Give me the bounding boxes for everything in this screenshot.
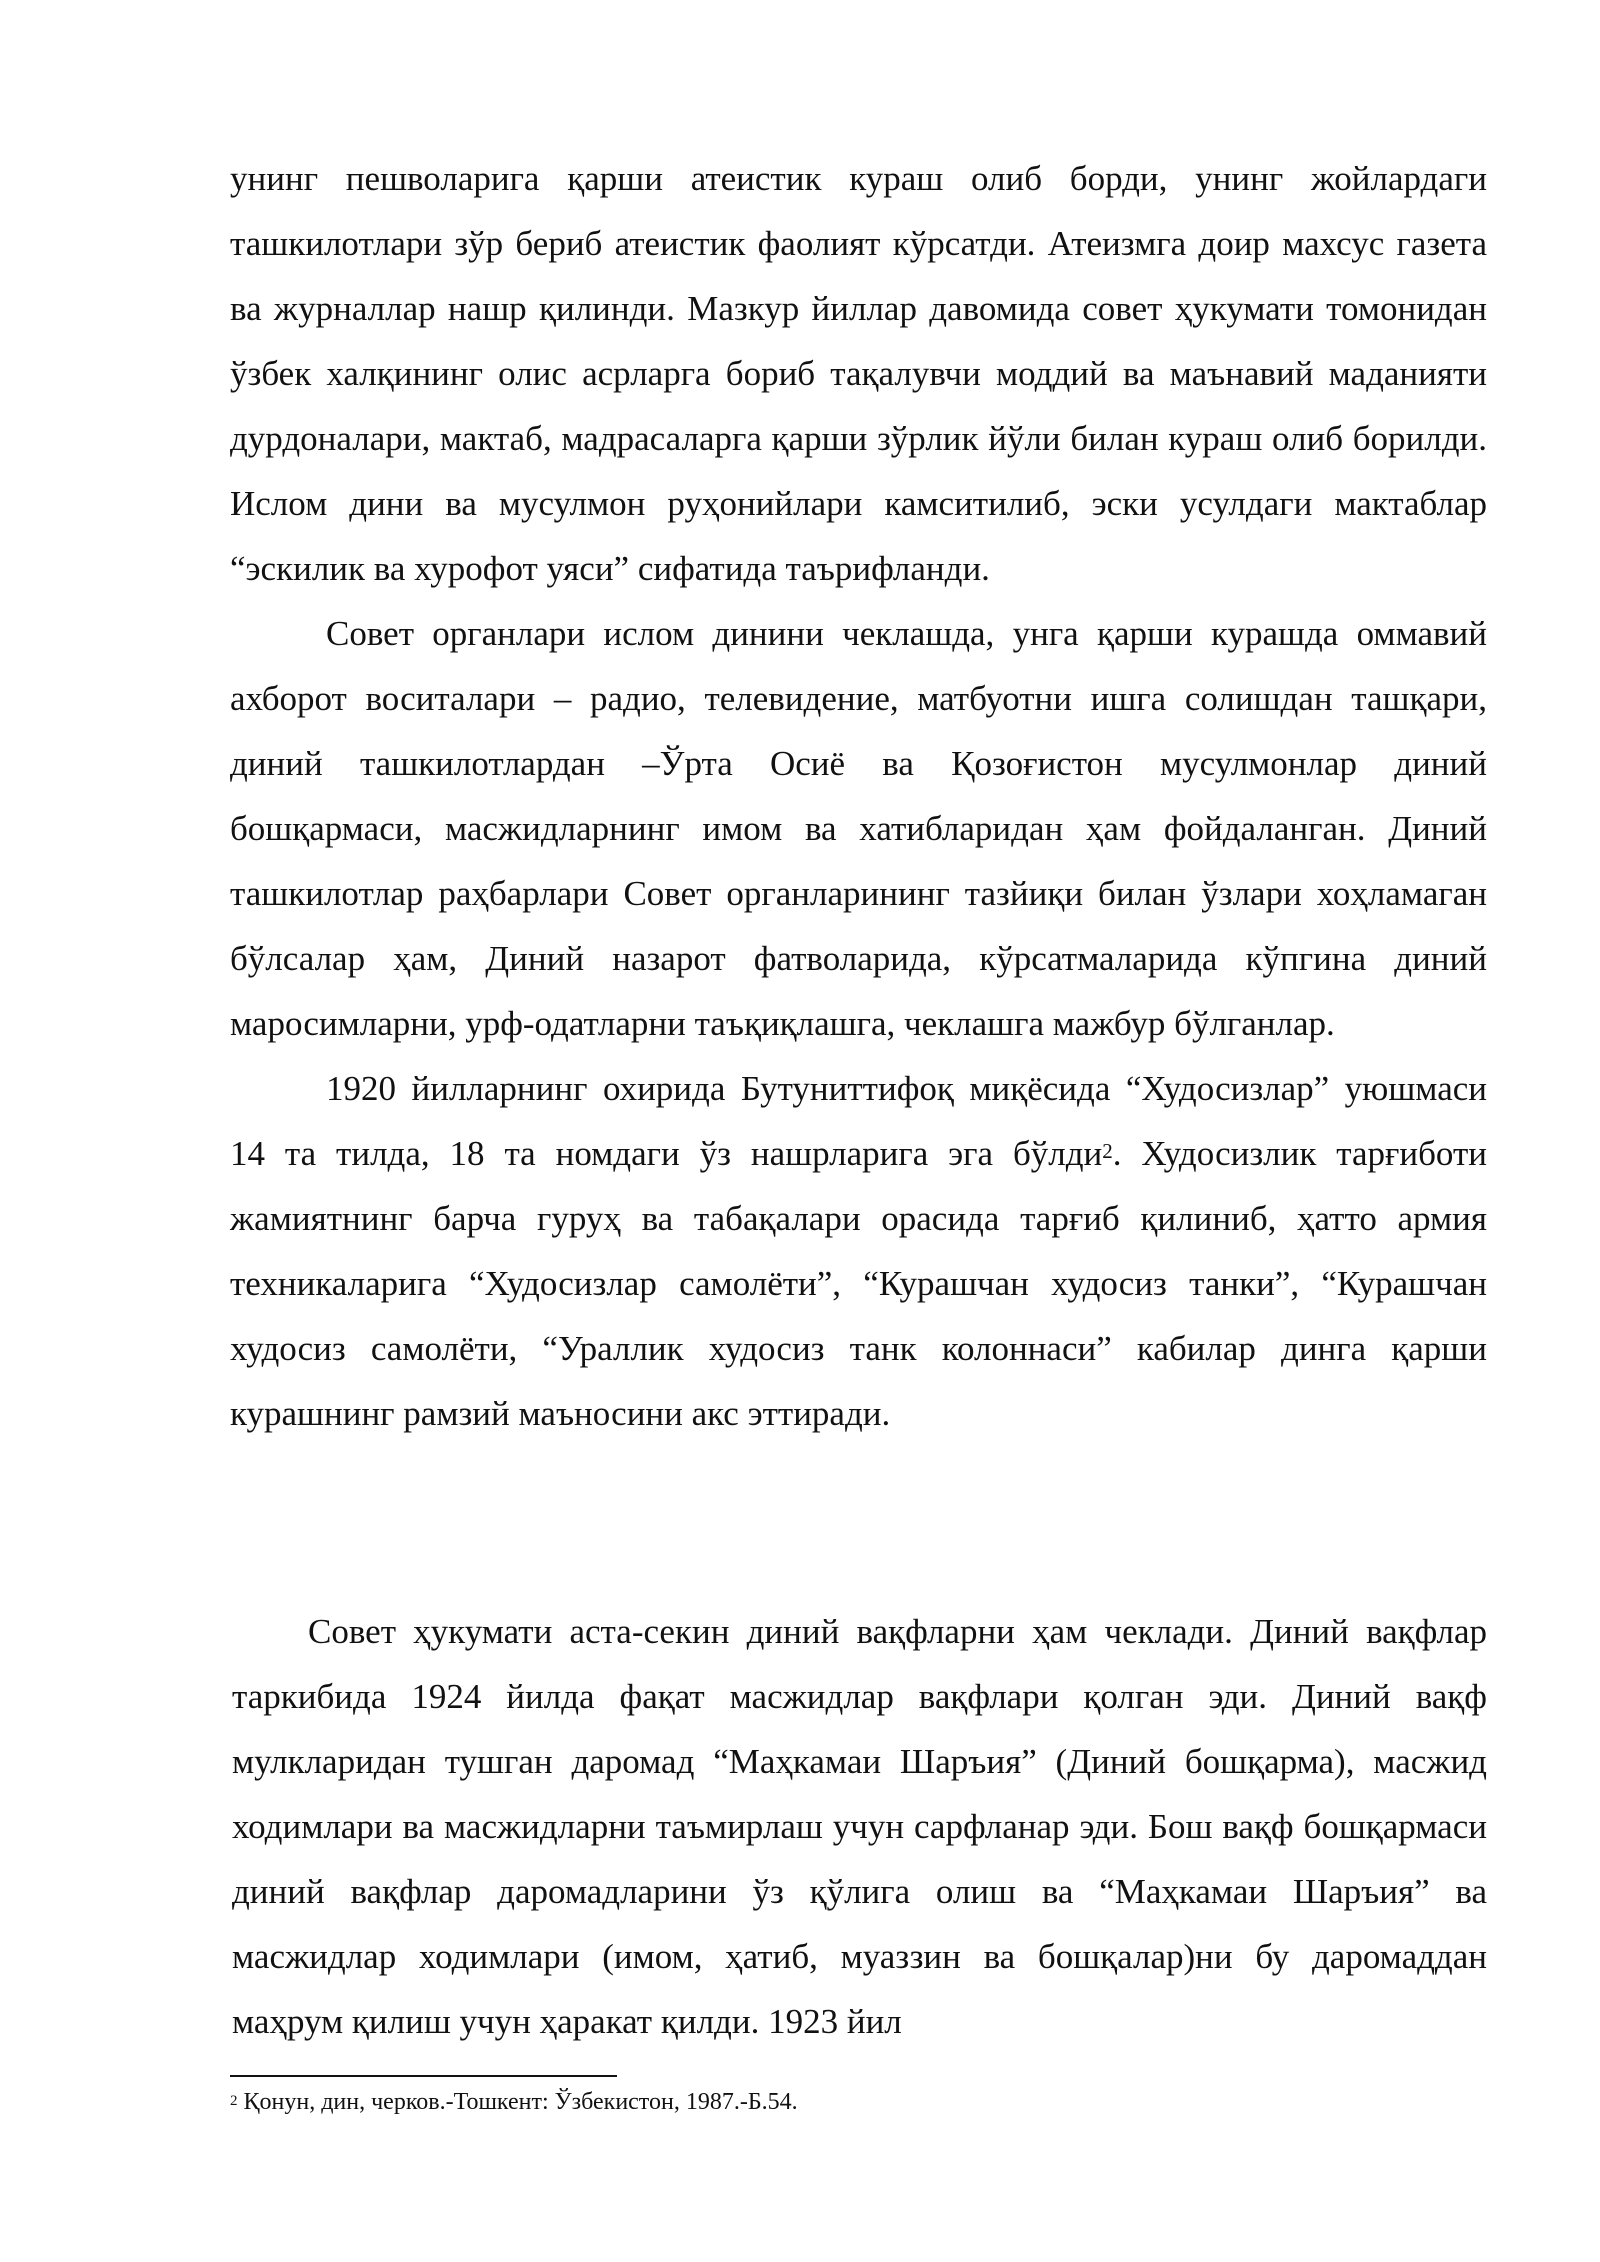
footnote-separator [230,2075,617,2077]
main-text-block [230,146,1487,1446]
paragraph-3 [230,1056,1487,1446]
paragraph-1: унинг пешволарига қарши атеистик кураш олиб борди, унинг жойлардаги ташкилотлари зўр бериб атеистик фаолият кўрсатди. Атеизмга доир махсус газета ва журналлар нашр қилинди. Мазкур йиллар давомида совет ҳукумати томонидан ўзбек халқининг олис асрларга бориб тақалувчи моддий ва маънавий маданияти дурдоналари, мактаб, мадрасаларга қарши зўрлик йўли билан кураш олиб борилди. Ислом дини ва мусулмон руҳонийлари камситилиб, эски усулдаги мактаблар “эскилик ва хурофот уяси” сифатида таърифланди. [230,159,1487,588]
paragraph-3-text-before: 1920 йилларнинг охирида Бутуниттифоқ миқёсида “Худосизлар” уюшмаси 14 та тилда, 18 та номдаги ўз нашрларига эга бўлди [230,1069,1487,1173]
footnote-reference[interactable]: 2 [1102,1139,1113,1163]
paragraph-2: Совет органлари ислом динини чеклашда, унга қарши курашда оммавий ахборот воситалари – радио, телевидение, матбуотни ишга солишдан ташқари, диний ташкилотлардан –Ўрта Осиё ва Қозоғистон мусулмонлар диний бошқармаси, масжидларнинг имом ва хатибларидан ҳам фойдаланган. Диний ташкилотлар раҳбарлари Совет органларининг тазйиқи билан ўзлари хоҳламаган бўлсалар ҳам, Диний назарот фатволарида, кўрсатмаларида кўпгина диний маросимларни, урф-одатларни таъқиқлашга, чеклашга мажбур бўлганлар. [230,614,1487,1043]
footnote [230,2084,1487,2120]
footnote-mark: 2 [230,2093,238,2109]
paragraph-4: Совет ҳукумати аста-секин диний вақфларни ҳам чеклади. Диний вақфлар таркибида 1924 йилда фақат масжидлар вақфлари қолган эди. Диний вақф мулкларидан тушган даромад “Маҳкамаи Шаръия” (Диний бошқарма), масжид ходимлари ва масжидларни таъмирлаш учун сарфланар эди. Бош вақф бошқармаси диний вақфлар даромадларини ўз қўлига олиш ва “Маҳкамаи Шаръия” ва масжидлар ходимлари (имом, ҳатиб, муаззин ва бошқалар)ни бу даромаддан маҳрум қилиш учун ҳаракат қилди. 1923 йил [232,1612,1487,2041]
footnote-text: Қонун, дин, черков.-Тошкент: Ўзбекистон, 1987.-Б.54. [237,2089,798,2115]
paragraph-3-text-after: . Худосизлик тарғиботи жамиятнинг барча гуруҳ ва табақалари орасида тарғиб қилиниб, ҳатто армия техникаларига “Худосизлар самолёти”, “Курашчан худосиз танки”, “Курашчан худосиз самолёти, “Ураллик худосиз танк колоннаси” кабилар динга қарши курашнинг рамзий маъносини акс эттиради. [230,1134,1487,1433]
continued-text-block [232,1599,1487,2054]
